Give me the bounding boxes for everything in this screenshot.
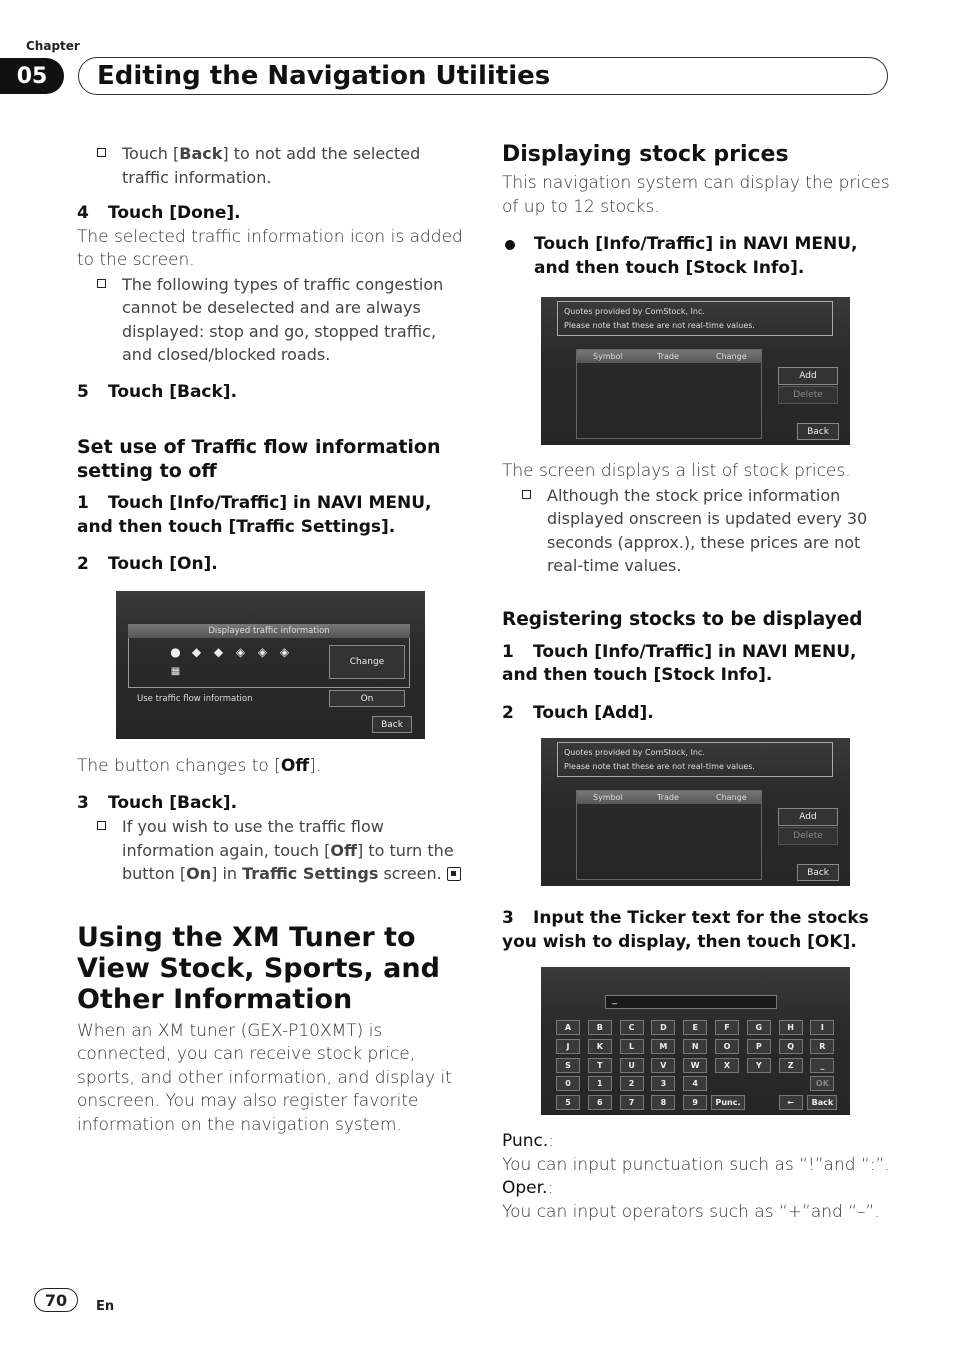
back-button[interactable]: Back bbox=[372, 716, 412, 733]
key-l[interactable]: L bbox=[620, 1039, 644, 1054]
note-traffic-flow: If you wish to use the traffic flow information again, touch [Off] to turn the button [On] in Traffic Settings screen. bbox=[77, 815, 469, 886]
delete-button[interactable]: Delete bbox=[778, 827, 838, 845]
page-title: Editing the Navigation Utilities bbox=[97, 61, 551, 91]
oper-description: You can input operators such as “+”and “–”. bbox=[502, 1201, 880, 1222]
key-back[interactable]: Back bbox=[807, 1095, 837, 1110]
quote-line-1: Quotes provided by ComStock, Inc. bbox=[564, 748, 705, 757]
step-5: 5 Touch [Back]. bbox=[77, 381, 238, 402]
checkbox-bullet-icon bbox=[522, 490, 531, 499]
column-change[interactable]: Change bbox=[716, 352, 747, 361]
key-u[interactable]: U bbox=[620, 1058, 644, 1073]
bullet-stock-info: Touch [Info/Traffic] in NAVI MENU, and then touch [Stock Info]. bbox=[502, 233, 890, 280]
right-column bbox=[502, 142, 890, 280]
key-g[interactable]: G bbox=[747, 1020, 771, 1035]
chapter-number: 05 bbox=[0, 58, 64, 94]
key-s[interactable]: S bbox=[556, 1058, 580, 1073]
left-column bbox=[77, 142, 467, 577]
key-d[interactable]: D bbox=[651, 1020, 675, 1035]
left-column-lower bbox=[77, 755, 469, 1137]
note-congestion: The following types of traffic congestion cannot be deselected and are always displayed: stop and go, stopped traffic, and closed/blocked roads. bbox=[77, 273, 467, 367]
key-5[interactable]: 5 bbox=[556, 1095, 580, 1110]
ticker-keyboard-screenshot bbox=[541, 967, 850, 1115]
dot-icon[interactable]: ● bbox=[170, 645, 181, 659]
stock-info-screenshot-1 bbox=[541, 297, 850, 445]
stock-info-screenshot-2 bbox=[541, 738, 850, 886]
subheading-register-stocks: Registering stocks to be displayed bbox=[502, 608, 863, 630]
step-4-desc: The selected traffic information icon is added to the screen. bbox=[77, 226, 463, 270]
quote-line-1: Quotes provided by ComStock, Inc. bbox=[564, 307, 705, 316]
quote-line-2: Please note that these are not real-time values. bbox=[564, 321, 755, 330]
add-button[interactable]: Add bbox=[778, 367, 838, 385]
oper-label-line: Oper.: bbox=[502, 1178, 554, 1198]
key-7[interactable]: 7 bbox=[620, 1095, 644, 1110]
xm-description: When an XM tuner (GEX-P10XMT) is connected, you can receive stock price, sports, and other information, and display it onscreen. You may also register favorite information on the navigation system. bbox=[77, 1020, 452, 1135]
punc-label-line: Punc.: bbox=[502, 1131, 554, 1151]
key-p[interactable]: P bbox=[747, 1039, 771, 1054]
column-symbol[interactable]: Symbol bbox=[593, 793, 623, 802]
use-flow-label: Use traffic flow information bbox=[137, 694, 253, 704]
note-stock-realtime: Although the stock price information displayed onscreen is updated every 30 seconds (approx.), these prices are not real-time values. bbox=[502, 484, 890, 578]
register-step-1: 1 Touch [Info/Traffic] in NAVI MENU, and then touch [Stock Info]. bbox=[502, 641, 857, 685]
traffic-flow-icon[interactable]: ▦ bbox=[170, 666, 181, 677]
end-of-section-icon bbox=[447, 867, 461, 881]
checkbox-bullet-icon bbox=[97, 821, 106, 830]
key-8[interactable]: 8 bbox=[651, 1095, 675, 1110]
bullet-dot-icon bbox=[505, 240, 515, 250]
closure-diamond-icon[interactable]: ◈ bbox=[257, 645, 268, 659]
right-column-middle bbox=[502, 460, 890, 725]
key-4[interactable]: 4 bbox=[683, 1076, 707, 1091]
key-n[interactable]: N bbox=[683, 1039, 707, 1054]
flow-step-2: 2 Touch [On]. bbox=[77, 554, 218, 574]
key-k[interactable]: K bbox=[588, 1039, 612, 1054]
key-6[interactable]: 6 bbox=[588, 1095, 612, 1110]
step-4: 4 Touch [Done]. bbox=[77, 203, 241, 223]
page-number: 70 bbox=[34, 1288, 78, 1312]
traffic-settings-screenshot bbox=[116, 591, 425, 739]
key-v[interactable]: V bbox=[651, 1058, 675, 1073]
change-button[interactable]: Change bbox=[329, 645, 405, 679]
key-i[interactable]: I bbox=[810, 1020, 834, 1035]
key-z[interactable]: Z bbox=[779, 1058, 803, 1073]
column-trade[interactable]: Trade bbox=[657, 793, 679, 802]
traffic-title-bar: Displayed traffic information bbox=[128, 624, 410, 638]
flow-step-3: 3 Touch [Back]. bbox=[77, 792, 238, 813]
key-2[interactable]: 2 bbox=[620, 1076, 644, 1091]
key-f[interactable]: F bbox=[715, 1020, 739, 1035]
screen-displays-text: The screen displays a list of stock prices. bbox=[502, 461, 851, 481]
key-w[interactable]: W bbox=[683, 1058, 707, 1073]
checkbox-bullet-icon bbox=[97, 279, 106, 288]
road-work-diamond-icon[interactable]: ◈ bbox=[235, 645, 246, 659]
key-o[interactable]: O bbox=[715, 1039, 739, 1054]
column-symbol[interactable]: Symbol bbox=[593, 352, 623, 361]
column-trade[interactable]: Trade bbox=[657, 352, 679, 361]
key-a[interactable]: A bbox=[556, 1020, 580, 1035]
key-x[interactable]: X bbox=[715, 1058, 739, 1073]
key-j[interactable]: J bbox=[556, 1039, 580, 1054]
language-label: En bbox=[96, 1299, 115, 1314]
key-ok[interactable]: OK bbox=[810, 1076, 834, 1091]
right-column-bottom bbox=[502, 1130, 890, 1224]
chapter-label: Chapter bbox=[26, 39, 80, 53]
key-q[interactable]: Q bbox=[779, 1039, 803, 1054]
key-b[interactable]: B bbox=[588, 1020, 612, 1035]
on-button[interactable]: On bbox=[329, 690, 405, 707]
key-t[interactable]: T bbox=[588, 1058, 612, 1073]
flow-step-1: 1 Touch [Info/Traffic] in NAVI MENU, and then touch [Traffic Settings]. bbox=[77, 493, 432, 537]
key-y[interactable]: Y bbox=[747, 1058, 771, 1073]
key-_[interactable]: _ bbox=[810, 1058, 834, 1073]
construction-diamond-icon[interactable]: ◆ bbox=[213, 645, 224, 659]
punc-description: You can input punctuation such as “!”and “:”. bbox=[502, 1154, 890, 1175]
warning-diamond-icon[interactable]: ◆ bbox=[191, 645, 202, 659]
ticker-input[interactable]: _ bbox=[605, 995, 777, 1009]
stock-description: This navigation system can display the prices of up to 12 stocks. bbox=[502, 173, 890, 217]
back-button[interactable]: Back bbox=[797, 423, 839, 440]
key-backspace[interactable]: ← bbox=[779, 1095, 803, 1110]
key-e[interactable]: E bbox=[683, 1020, 707, 1035]
subheading-traffic-flow: Set use of Traffic flow information setting to off bbox=[77, 436, 441, 482]
key-punc[interactable]: Punc. bbox=[711, 1095, 745, 1110]
heading-stock-prices: Displaying stock prices bbox=[502, 142, 789, 167]
key-3[interactable]: 3 bbox=[651, 1076, 675, 1091]
register-step-3: 3 Input the Ticker text for the stocks you wish to display, then touch [OK]. bbox=[502, 908, 869, 952]
checkbox-bullet-icon bbox=[97, 148, 106, 157]
key-r[interactable]: R bbox=[810, 1039, 834, 1054]
right-column-step3 bbox=[502, 907, 890, 954]
note-back: Touch [Back] to not add the selected traffic information. bbox=[77, 142, 467, 189]
column-change[interactable]: Change bbox=[716, 793, 747, 802]
add-button[interactable]: Add bbox=[778, 808, 838, 826]
register-step-2: 2 Touch [Add]. bbox=[502, 702, 654, 723]
delete-button[interactable]: Delete bbox=[778, 386, 838, 404]
button-changes-text: The button changes to [Off]. bbox=[77, 756, 322, 776]
heading-xm-tuner: Using the XM Tuner to View Stock, Sports, and Other Information bbox=[77, 921, 440, 1015]
back-button[interactable]: Back bbox=[797, 864, 839, 881]
key-m[interactable]: M bbox=[651, 1039, 675, 1054]
key-9[interactable]: 9 bbox=[683, 1095, 707, 1110]
incident-diamond-icon[interactable]: ◈ bbox=[279, 645, 290, 659]
key-c[interactable]: C bbox=[620, 1020, 644, 1035]
key-h[interactable]: H bbox=[779, 1020, 803, 1035]
key-1[interactable]: 1 bbox=[588, 1076, 612, 1091]
quote-line-2: Please note that these are not real-time values. bbox=[564, 762, 755, 771]
key-0[interactable]: 0 bbox=[556, 1076, 580, 1091]
